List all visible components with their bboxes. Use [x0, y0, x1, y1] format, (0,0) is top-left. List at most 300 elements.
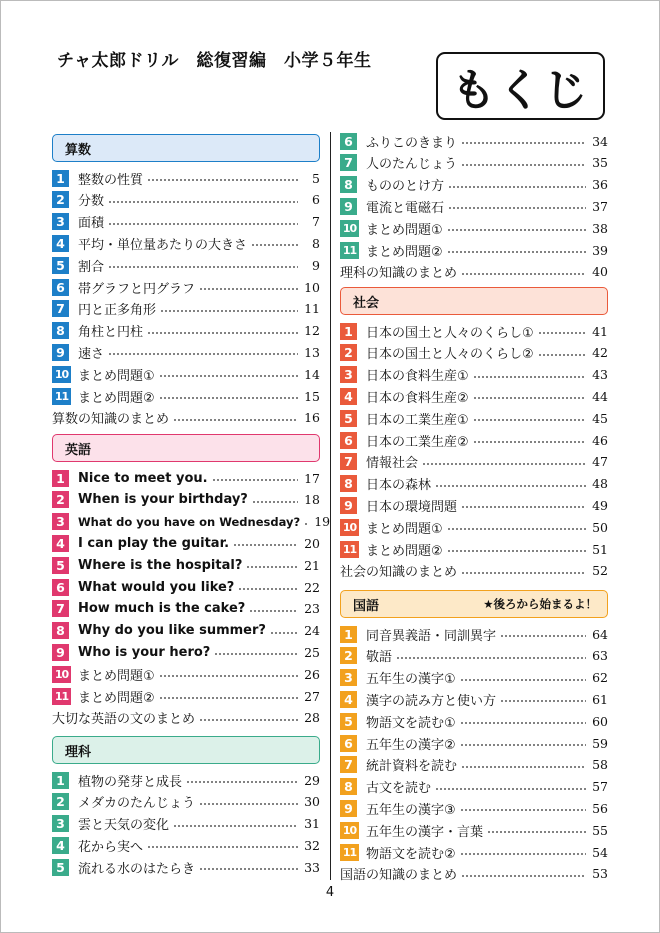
chapter-number-badge: 6 [340, 432, 357, 449]
chapter-title: 理科の知識のまとめ [340, 266, 458, 282]
dot-leader [461, 152, 586, 174]
page-reference: 17 [304, 470, 320, 486]
dot-leader [159, 385, 298, 407]
chapter-title: メダカのたんじょう [78, 796, 196, 812]
dot-leader [186, 769, 298, 791]
dot-leader [500, 623, 586, 645]
page-reference: 47 [592, 454, 608, 470]
page-reference: 42 [592, 345, 608, 361]
sansu-toc-entry [52, 189, 320, 211]
chapter-title: 植物の発芽と成長 [78, 774, 183, 790]
chapter-title: まとめ問題② [366, 244, 443, 260]
dot-leader [249, 598, 298, 620]
dot-leader [173, 407, 298, 429]
sansu-toc-entry [52, 298, 320, 320]
dot-leader [199, 707, 298, 729]
page-reference: 10 [304, 279, 320, 295]
eigo-toc-entry [52, 576, 320, 598]
chapter-title: I can play the guitar. [78, 535, 230, 551]
page-reference: 62 [592, 670, 608, 686]
eigo-toc-entry [52, 489, 320, 511]
dot-leader [238, 576, 298, 598]
dot-leader [147, 320, 298, 342]
page-reference: 32 [304, 837, 320, 853]
dot-leader [473, 385, 586, 407]
dot-leader [447, 217, 586, 239]
dot-leader [304, 511, 308, 533]
page-reference: 53 [592, 866, 608, 882]
sansu-toc-entry [52, 341, 320, 363]
page-reference: 14 [304, 366, 320, 382]
chapter-number-badge: 10 [340, 822, 359, 839]
chapter-number-badge: 3 [340, 366, 357, 383]
chapter-title: 敬語 [366, 650, 393, 666]
dot-leader [473, 407, 586, 429]
chapter-title: まとめ問題① [78, 668, 155, 684]
eigo-toc-entry [52, 685, 320, 707]
dot-leader [461, 494, 586, 516]
chapter-title: 情報社会 [366, 456, 419, 472]
chapter-title: 面積 [78, 216, 105, 232]
page-reference: 44 [592, 388, 608, 404]
chapter-title: 日本の工業生産② [366, 434, 469, 450]
dot-leader [461, 754, 586, 776]
eigo-section-header [52, 434, 320, 462]
toc-title: もくじ [451, 65, 590, 116]
chapter-number-badge: 6 [340, 133, 357, 150]
page-reference: 64 [592, 626, 608, 642]
rika-toc-entry [340, 130, 608, 152]
chapter-number-badge: 8 [340, 475, 357, 492]
chapter-title: 国語の知識のまとめ [340, 868, 458, 884]
page-reference: 33 [304, 859, 320, 875]
rika-toc-entry [340, 195, 608, 217]
chapter-number-badge: 10 [52, 366, 71, 383]
dot-leader [461, 130, 586, 152]
dot-leader [473, 429, 586, 451]
chapter-title: 円と正多角形 [78, 303, 157, 319]
chapter-number-badge: 2 [340, 647, 357, 664]
page-reference: 25 [304, 644, 320, 660]
dot-leader [461, 863, 586, 885]
chapter-title: 五年生の漢字① [366, 672, 456, 688]
kokugo-toc-entry [340, 754, 608, 776]
chapter-title: 五年生の漢字② [366, 737, 456, 753]
chapter-number-badge: 2 [52, 793, 69, 810]
chapter-title: 日本の食料生産② [366, 390, 469, 406]
dot-leader [460, 841, 586, 863]
page-reference: 11 [304, 301, 320, 317]
chapter-number-badge: 9 [52, 344, 69, 361]
chapter-title: 人のたんじょう [366, 157, 458, 173]
chapter-title: What would you like? [78, 579, 235, 595]
chapter-number-badge: 10 [340, 220, 359, 237]
page-number: 4 [325, 885, 335, 900]
chapter-number-badge: 8 [52, 622, 69, 639]
dot-leader [473, 364, 586, 386]
page-reference: 55 [592, 822, 608, 838]
dot-leader [447, 516, 586, 538]
shakai-toc-entry [340, 473, 608, 495]
page-reference: 49 [592, 497, 608, 513]
shakai-toc-entry [340, 494, 608, 516]
page-reference: 16 [304, 410, 320, 426]
chapter-title: 古文を読む [366, 781, 432, 797]
chapter-number-badge: 11 [340, 541, 359, 558]
chapter-number-badge: 1 [340, 626, 357, 643]
chapter-number-badge: 11 [340, 844, 359, 861]
dot-leader [461, 560, 586, 582]
chapter-title: 日本の環境問題 [366, 499, 458, 515]
eigo-toc-entry [52, 663, 320, 685]
chapter-title: 速さ [78, 346, 105, 362]
shakai-toc-entry [340, 342, 608, 364]
page-reference: 57 [592, 779, 608, 795]
chapter-title: 日本の工業生産① [366, 412, 469, 428]
page-reference: 22 [304, 579, 320, 595]
sansu-toc-entry [52, 232, 320, 254]
chapter-title: まとめ問題① [78, 368, 155, 384]
dot-leader [538, 320, 586, 342]
chapter-title: 統計資料を読む [366, 759, 458, 775]
chapter-number-badge: 7 [340, 154, 357, 171]
dot-leader [270, 620, 298, 642]
chapter-number-badge: 5 [340, 410, 357, 427]
page-reference: 60 [592, 713, 608, 729]
dot-leader [108, 254, 298, 276]
page-reference: 45 [592, 410, 608, 426]
page-reference: 29 [304, 772, 320, 788]
chapter-title: 社会の知識のまとめ [340, 565, 458, 581]
section-title: 算数 [65, 142, 92, 158]
dot-leader [448, 174, 586, 196]
chapter-number-badge: 7 [340, 453, 357, 470]
chapter-title: 五年生の漢字・言葉 [366, 824, 484, 840]
dot-leader [108, 189, 298, 211]
chapter-number-badge: 4 [52, 837, 69, 854]
page-reference: 40 [592, 264, 608, 280]
page-reference: 30 [304, 794, 320, 810]
page-reference: 12 [304, 323, 320, 339]
rika-toc-entry [52, 856, 320, 878]
dot-leader [159, 663, 298, 685]
chapter-title: 物語文を読む① [366, 715, 456, 731]
chapter-number-badge: 4 [52, 235, 69, 252]
page-reference: 56 [592, 800, 608, 816]
dot-leader [448, 195, 586, 217]
chapter-title: Where is the hospital? [78, 557, 243, 573]
chapter-title: 算数の知識のまとめ [52, 412, 170, 428]
dot-leader [147, 834, 298, 856]
page-reference: 51 [592, 541, 608, 557]
chapter-number-badge: 6 [340, 735, 357, 752]
chapter-title: 大切な英語の文のまとめ [52, 712, 196, 728]
section-note: ★後ろから始まるよ！ [483, 597, 597, 611]
page-reference: 54 [592, 844, 608, 860]
sansu-summary-entry [52, 407, 320, 429]
dot-leader [147, 167, 298, 189]
chapter-number-badge: 4 [340, 388, 357, 405]
page-reference: 52 [592, 563, 608, 579]
kokugo-summary-entry [340, 863, 608, 885]
dot-leader [199, 791, 298, 813]
dot-leader [199, 276, 298, 298]
page-reference: 27 [304, 688, 320, 704]
page-reference: 20 [304, 535, 320, 551]
section-title: 社会 [353, 295, 380, 311]
shakai-toc-entry [340, 451, 608, 473]
page-reference: 9 [312, 257, 320, 273]
shakai-summary-entry [340, 560, 608, 582]
rika-toc-entry [340, 174, 608, 196]
chapter-title: How much is the cake? [78, 601, 246, 617]
rika-section-header [52, 736, 320, 764]
rika-toc-entry [52, 834, 320, 856]
page-reference: 61 [592, 691, 608, 707]
dot-leader [159, 363, 298, 385]
dot-leader [159, 685, 298, 707]
section-title: 英語 [65, 442, 92, 458]
sansu-section-header [52, 134, 320, 162]
chapter-number-badge: 8 [340, 176, 357, 193]
kokugo-toc-entry [340, 797, 608, 819]
shakai-toc-entry [340, 516, 608, 538]
chapter-title: 平均・単位量あたりの大きさ [78, 237, 248, 253]
chapter-title: 帯グラフと円グラフ [78, 281, 196, 297]
dot-leader [461, 261, 586, 283]
shakai-toc-entry [340, 429, 608, 451]
chapter-title: まとめ問題② [78, 690, 155, 706]
chapter-number-badge: 2 [52, 191, 69, 208]
dot-leader [500, 688, 586, 710]
shakai-toc-entry [340, 407, 608, 429]
chapter-title: まとめ問題① [366, 521, 443, 537]
dot-leader [447, 538, 586, 560]
page-reference: 59 [592, 735, 608, 751]
chapter-number-badge: 10 [340, 519, 359, 536]
kokugo-toc-entry [340, 776, 608, 798]
eigo-toc-entry [52, 532, 320, 554]
kokugo-toc-entry [340, 667, 608, 689]
page-reference: 41 [592, 323, 608, 339]
page-reference: 23 [304, 601, 320, 617]
dot-leader [108, 211, 298, 233]
chapter-number-badge: 8 [52, 322, 69, 339]
chapter-number-badge: 11 [52, 688, 71, 705]
chapter-number-badge: 1 [52, 170, 69, 187]
chapter-title: もののとけ方 [366, 179, 445, 195]
eigo-toc-entry [52, 620, 320, 642]
chapter-number-badge: 1 [340, 323, 357, 340]
chapter-title: 日本の国土と人々のくらし① [366, 325, 534, 341]
dot-leader [460, 710, 586, 732]
sansu-toc-entry [52, 363, 320, 385]
dot-leader [422, 451, 586, 473]
chapter-number-badge: 2 [340, 344, 357, 361]
chapter-title: 電流と電磁石 [366, 200, 445, 216]
page-reference: 46 [592, 432, 608, 448]
dot-leader [396, 645, 586, 667]
chapter-title: まとめ問題① [366, 222, 443, 238]
page-reference: 8 [312, 235, 320, 251]
chapter-number-badge: 3 [52, 815, 69, 832]
kokugo-toc-entry [340, 645, 608, 667]
dot-leader [214, 641, 298, 663]
dot-leader [460, 797, 586, 819]
kokugo-toc-entry [340, 710, 608, 732]
page-reference: 37 [592, 198, 608, 214]
page-reference: 38 [592, 220, 608, 236]
sansu-toc-entry [52, 254, 320, 276]
sansu-toc-entry [52, 385, 320, 407]
dot-leader [460, 732, 586, 754]
chapter-title: 五年生の漢字③ [366, 802, 456, 818]
kokugo-toc-entry [340, 819, 608, 841]
eigo-toc-entry [52, 554, 320, 576]
chapter-number-badge: 1 [52, 772, 69, 789]
chapter-number-badge: 4 [52, 535, 69, 552]
kokugo-toc-entry [340, 688, 608, 710]
page-reference: 50 [592, 519, 608, 535]
page-reference: 18 [304, 492, 320, 508]
chapter-number-badge: 1 [52, 470, 69, 487]
sansu-toc-entry [52, 167, 320, 189]
chapter-title: 割合 [78, 259, 105, 275]
chapter-title: 漢字の読み方と使い方 [366, 693, 497, 709]
chapter-number-badge: 7 [340, 756, 357, 773]
kokugo-toc-entry [340, 732, 608, 754]
sansu-toc-entry [52, 276, 320, 298]
chapter-number-badge: 6 [52, 579, 69, 596]
chapter-number-badge: 8 [340, 778, 357, 795]
chapter-number-badge: 6 [52, 279, 69, 296]
rika-toc-entry [340, 239, 608, 261]
chapter-number-badge: 5 [52, 859, 69, 876]
dot-leader [233, 532, 298, 554]
eigo-summary-entry [52, 707, 320, 729]
dot-leader [460, 667, 586, 689]
dot-leader [173, 813, 298, 835]
document-title: チャ太郎ドリル 総復習編 小学５年生 [57, 51, 372, 71]
chapter-number-badge: 7 [52, 600, 69, 617]
chapter-title: 整数の性質 [78, 172, 144, 188]
chapter-title: 日本の食料生産① [366, 369, 469, 385]
page-reference: 13 [304, 344, 320, 360]
chapter-title: 日本の森林 [366, 478, 432, 494]
chapter-number-badge: 3 [52, 213, 69, 230]
sansu-toc-entry [52, 211, 320, 233]
page-reference: 19 [314, 514, 331, 530]
chapter-title: 流れる水のはたらき [78, 861, 196, 877]
shakai-toc-entry [340, 320, 608, 342]
chapter-title: 雲と天気の変化 [78, 818, 170, 834]
chapter-title: ふりこのきまり [366, 135, 458, 151]
page-reference: 7 [312, 214, 320, 230]
chapter-number-badge: 9 [340, 497, 357, 514]
chapter-number-badge: 5 [340, 713, 357, 730]
chapter-number-badge: 2 [52, 491, 69, 508]
chapter-title: Why do you like summer? [78, 623, 266, 639]
eigo-toc-entry [52, 641, 320, 663]
rika-toc-entry [52, 769, 320, 791]
page-reference: 58 [592, 757, 608, 773]
eigo-toc-entry [52, 598, 320, 620]
dot-leader [199, 856, 298, 878]
kokugo-section-header [340, 590, 608, 618]
sansu-toc-entry [52, 320, 320, 342]
page-reference: 39 [592, 242, 608, 258]
chapter-number-badge: 3 [52, 513, 69, 530]
shakai-toc-entry [340, 364, 608, 386]
page-reference: 5 [312, 170, 320, 186]
page-reference: 35 [592, 155, 608, 171]
dot-leader [487, 819, 586, 841]
chapter-number-badge: 4 [340, 691, 357, 708]
dot-leader [538, 342, 586, 364]
dot-leader [435, 473, 586, 495]
chapter-title: When is your birthday? [78, 492, 248, 508]
dot-leader [160, 298, 298, 320]
section-title: 理科 [65, 744, 92, 760]
chapter-number-badge: 9 [340, 800, 357, 817]
chapter-number-badge: 9 [340, 198, 357, 215]
dot-leader [246, 554, 298, 576]
page-reference: 36 [592, 177, 608, 193]
dot-leader [251, 232, 298, 254]
dot-leader [252, 489, 298, 511]
shakai-toc-entry [340, 385, 608, 407]
chapter-number-badge: 5 [52, 557, 69, 574]
shakai-section-header [340, 287, 608, 315]
page-reference: 21 [304, 557, 320, 573]
page-reference: 26 [304, 666, 320, 682]
page-reference: 34 [592, 133, 608, 149]
chapter-number-badge: 5 [52, 257, 69, 274]
rika-toc-entry [52, 791, 320, 813]
chapter-title: まとめ問題② [366, 543, 443, 559]
page-reference: 48 [592, 476, 608, 492]
dot-leader [435, 776, 586, 798]
page-reference: 43 [592, 367, 608, 383]
eigo-toc-entry [52, 467, 320, 489]
chapter-title: Nice to meet you. [78, 470, 208, 486]
kokugo-toc-entry [340, 841, 608, 863]
chapter-title: Who is your hero? [78, 644, 211, 660]
shakai-toc-entry [340, 538, 608, 560]
eigo-toc-entry [52, 511, 331, 533]
chapter-title: What do you have on Wednesday? [78, 514, 301, 529]
rika-toc-entry [52, 813, 320, 835]
page-reference: 31 [304, 816, 320, 832]
chapter-number-badge: 7 [52, 300, 69, 317]
chapter-number-badge: 3 [340, 669, 357, 686]
page-reference: 6 [312, 192, 320, 208]
page-reference: 15 [304, 388, 320, 404]
page-reference: 63 [592, 648, 608, 664]
chapter-number-badge: 11 [52, 388, 71, 405]
section-title: 国語 [353, 598, 380, 614]
chapter-number-badge: 10 [52, 666, 71, 683]
page-reference: 28 [304, 710, 320, 726]
rika-toc-entry [340, 152, 608, 174]
chapter-title: 日本の国土と人々のくらし② [366, 347, 534, 363]
chapter-number-badge: 9 [52, 644, 69, 661]
chapter-title: まとめ問題② [78, 390, 155, 406]
chapter-title: 分数 [78, 194, 105, 210]
chapter-title: 同音異義語・同訓異字 [366, 628, 497, 644]
page-reference: 24 [304, 623, 320, 639]
rika-toc-entry [340, 217, 608, 239]
